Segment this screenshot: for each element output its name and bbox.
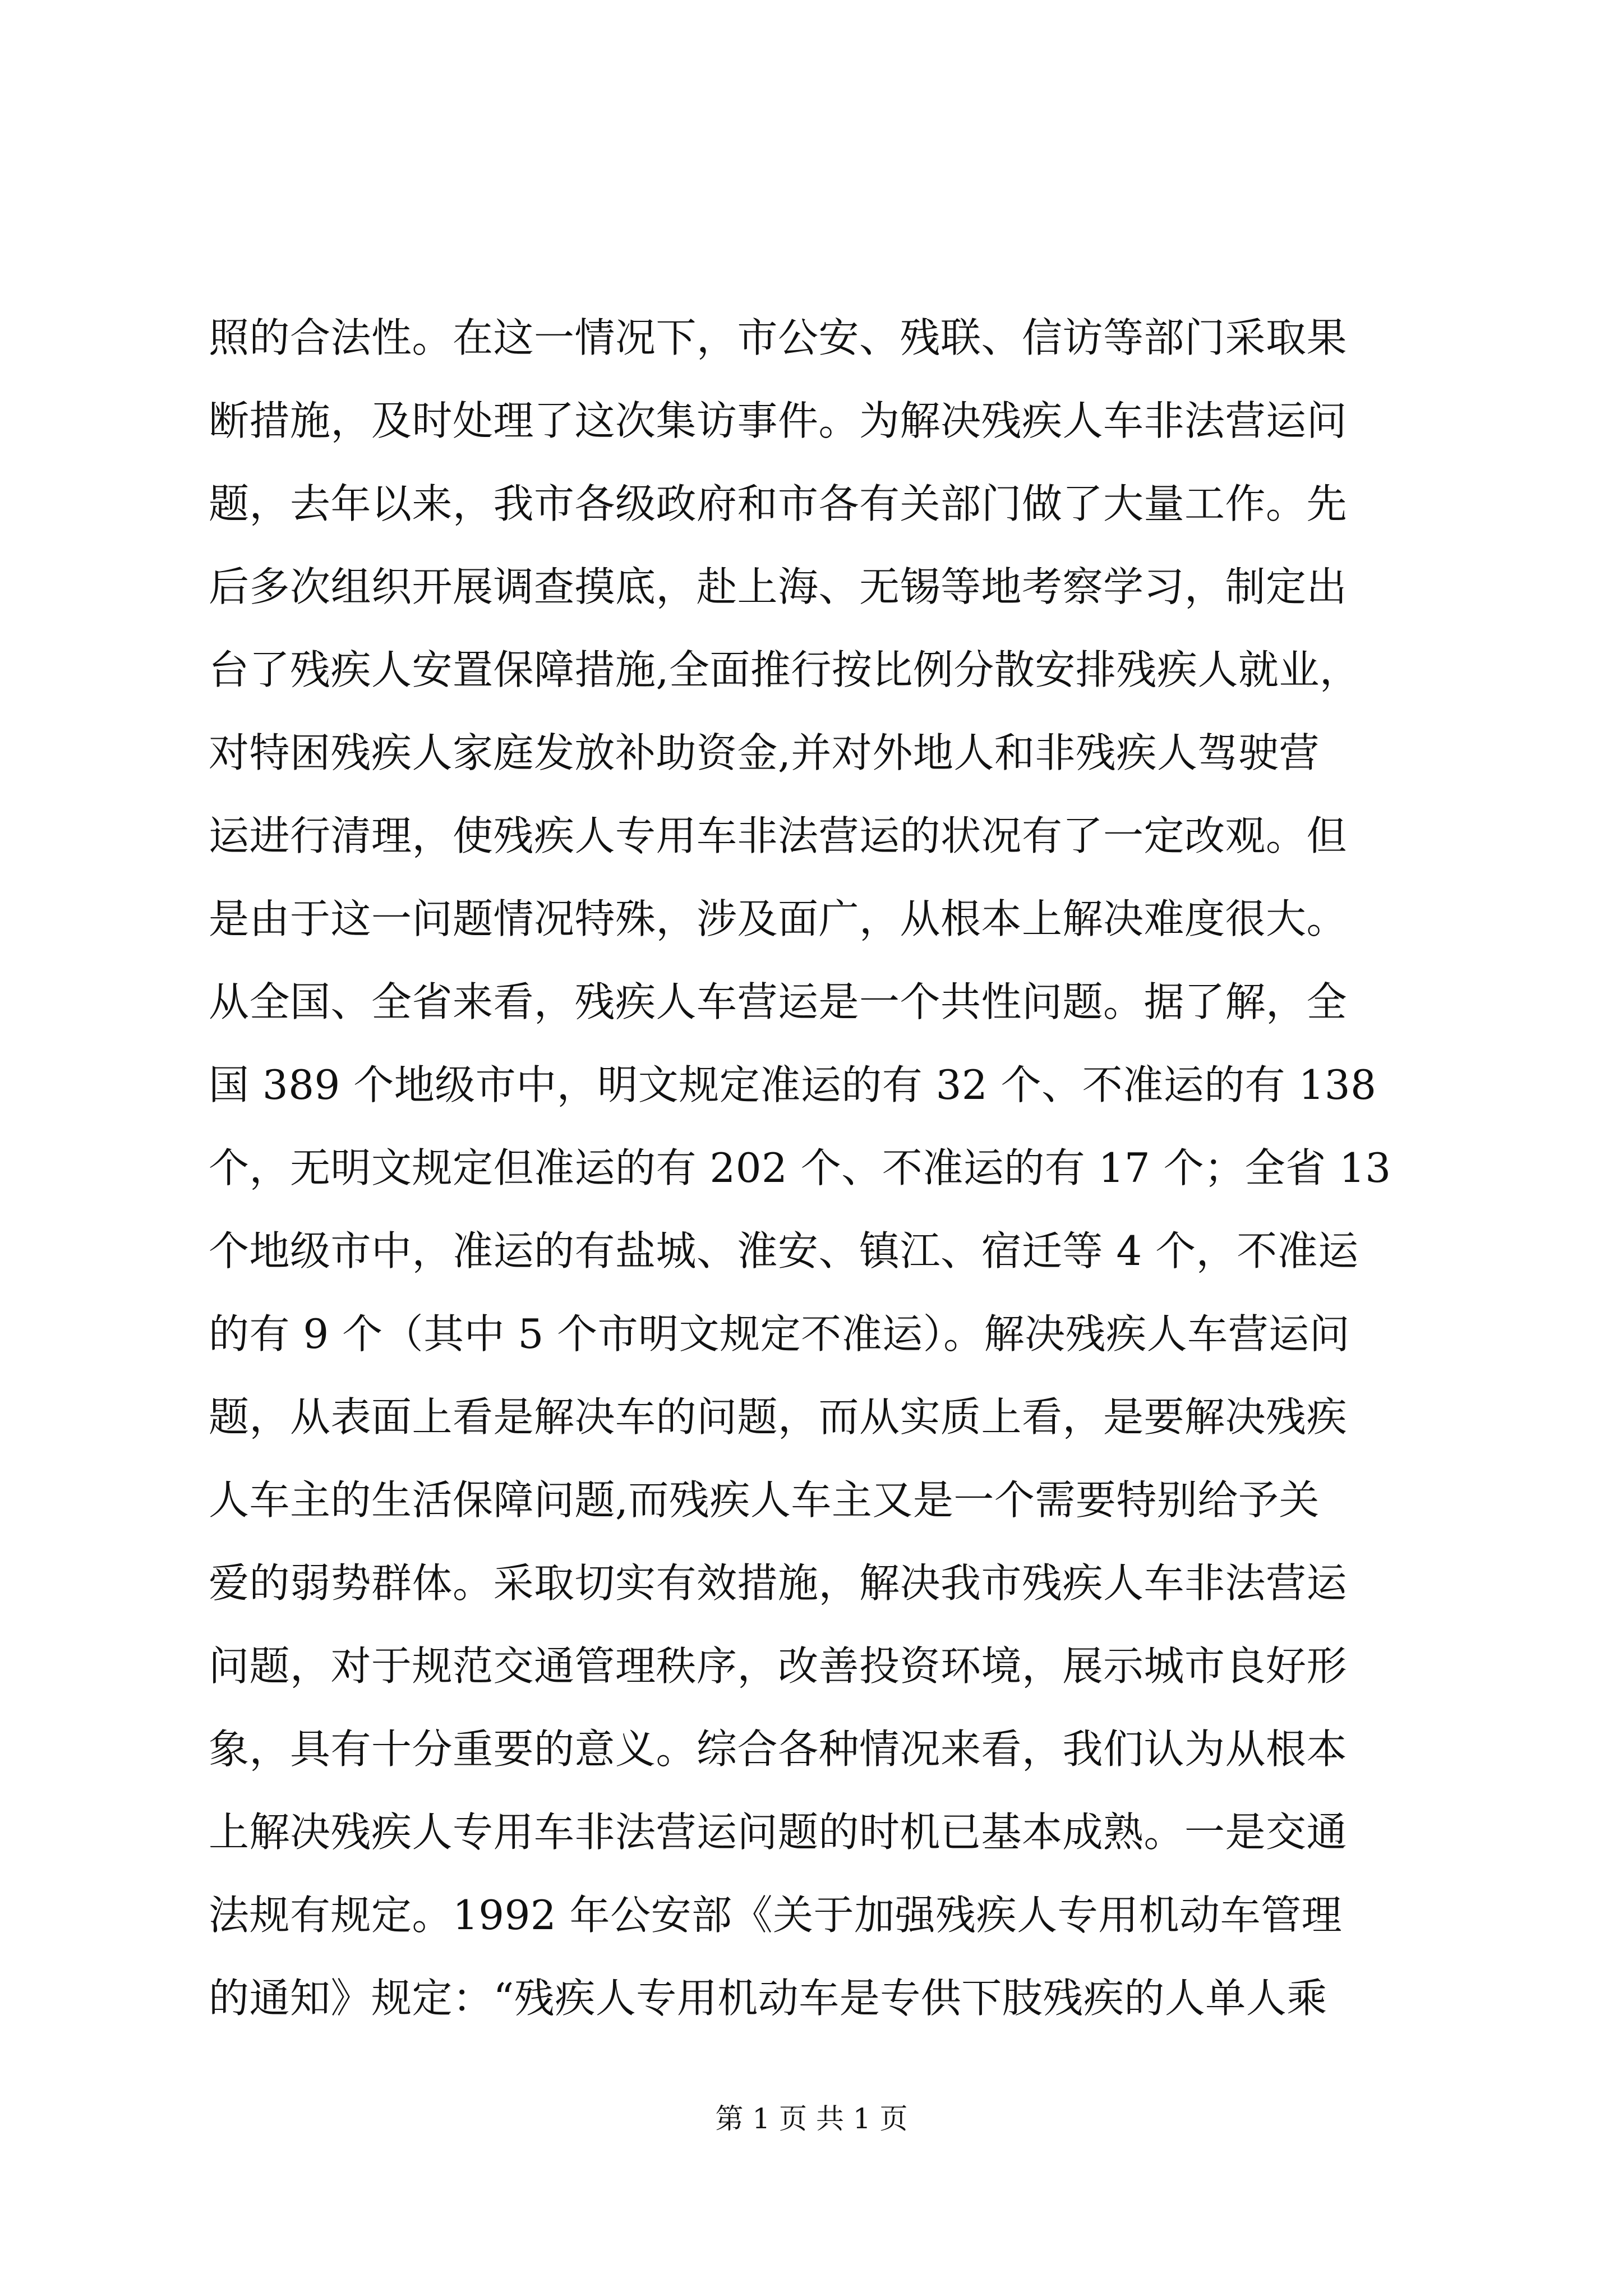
text-line: 人车主的生活保障问题,而残疾人车主又是一个需要特别给予关 xyxy=(209,1476,1320,1524)
text-line: 法规有规定。1992 年公安部《关于加强残疾人专用机动车管理 xyxy=(209,1892,1343,1939)
text-line: 是由于这一问题情况特殊，涉及面广，从根本上解决难度很大。 xyxy=(209,895,1348,942)
text-line: 断措施，及时处理了这次集访事件。为解决残疾人车非法营运问 xyxy=(209,397,1348,444)
text-line: 题，从表面上看是解决车的问题，而从实质上看，是要解决残疾 xyxy=(209,1393,1348,1441)
text-line: 的有 9 个（其中 5 个市明文规定不准运）。解决残疾人车营运问 xyxy=(209,1310,1350,1358)
page-footer xyxy=(0,2099,1623,2138)
text-line: 从全国、全省来看，残疾人车营运是一个共性问题。据了解，全 xyxy=(209,978,1348,1025)
text-line: 个，无明文规定但准运的有 202 个、不准运的有 17 个；全省 13 xyxy=(209,1144,1391,1191)
text-line: 国 389 个地级市中，明文规定准运的有 32 个、不准运的有 138 xyxy=(209,1061,1377,1108)
text-line: 上解决残疾人专用车非法营运问题的时机已基本成熟。一是交通 xyxy=(209,1809,1348,1856)
text-line: 的通知》规定：“残疾人专用机动车是专供下肢残疾的人单人乘 xyxy=(209,1975,1327,2022)
text-line: 个地级市中，准运的有盐城、淮安、镇江、宿迁等 4 个，不准运 xyxy=(209,1227,1359,1274)
text-line: 对特困残疾人家庭发放补助资金,并对外地人和非残疾人驾驶营 xyxy=(209,729,1320,776)
text-line: 运进行清理，使残疾人专用车非法营运的状况有了一定改观。但 xyxy=(209,812,1348,859)
text-line: 照的合法性。在这一情况下，市公安、残联、信访等部门采取果 xyxy=(209,314,1348,361)
text-line: 问题，对于规范交通管理秩序，改善投资环境，展示城市良好形 xyxy=(209,1642,1348,1690)
text-line: 后多次组织开展调查摸底，赴上海、无锡等地考察学习，制定出 xyxy=(209,563,1348,610)
text-line: 象，具有十分重要的意义。综合各种情况来看，我们认为从根本 xyxy=(209,1726,1348,1773)
text-line: 爱的弱势群体。采取切实有效措施，解决我市残疾人车非法营运 xyxy=(209,1559,1348,1607)
text-line: 题，去年以来，我市各级政府和市各有关部门做了大量工作。先 xyxy=(209,480,1348,527)
text-line: 台了残疾人安置保障措施,全面推行按比例分散安排残疾人就业， xyxy=(209,646,1361,693)
document-body xyxy=(209,296,1465,2040)
page-number: 第 1 页 共 1 页 xyxy=(715,2102,908,2135)
